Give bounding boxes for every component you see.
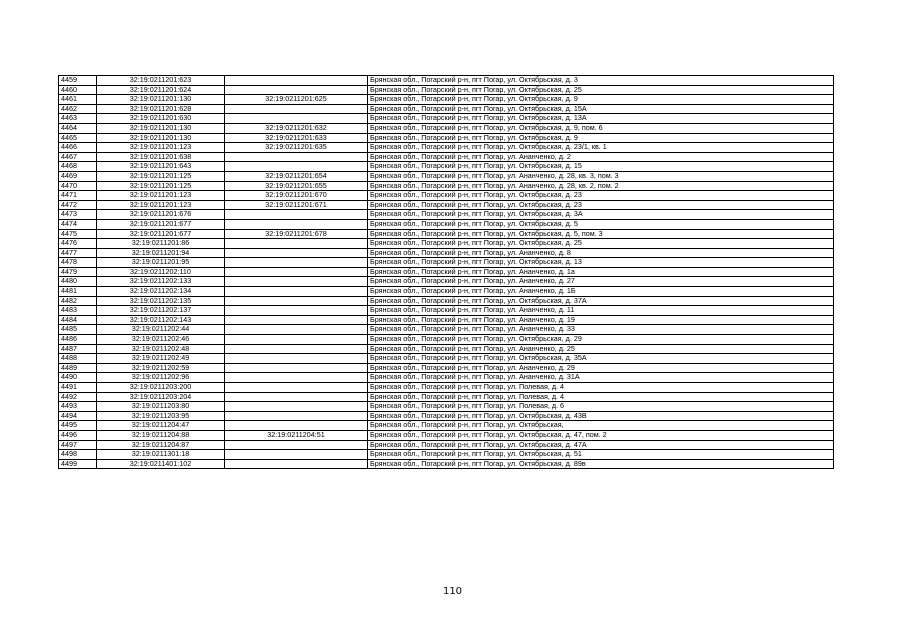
table-row [59, 123, 834, 133]
cadastral-number-cell: 32:19:0211204:47 [97, 421, 225, 431]
cadastral-number-cell: 32:19:0211203:204 [97, 392, 225, 402]
table-row [59, 344, 834, 354]
object-number-cell: 32:19:0211201:632 [225, 123, 368, 133]
row-number-cell: 4480 [59, 277, 97, 287]
row-number-cell: 4483 [59, 306, 97, 316]
object-number-cell [225, 402, 368, 412]
address-cell: Брянская обл., Погарский р-н, пгт Погар, ул. Ананченко, д. 1а [368, 267, 834, 277]
address-cell: Брянская обл., Погарский р-н, пгт Погар, ул. Ананченко, д. 25 [368, 344, 834, 354]
table-row [59, 373, 834, 383]
cadastral-number-cell: 32:19:0211201:95 [97, 258, 225, 268]
object-number-cell [225, 459, 368, 469]
cadastral-number-cell: 32:19:0211202:134 [97, 287, 225, 297]
address-cell: Брянская обл., Погарский р-н, пгт Погар, ул. Ананченко, д. 11 [368, 306, 834, 316]
address-cell: Брянская обл., Погарский р-н, пгт Погар, ул. Ананченко, д. 27 [368, 277, 834, 287]
object-number-cell [225, 335, 368, 345]
address-cell: Брянская обл., Погарский р-н, пгт Погар, ул. Ананченко, д. 28, кв. 2, пом. 2 [368, 181, 834, 191]
row-number-cell: 4481 [59, 287, 97, 297]
object-number-cell [225, 296, 368, 306]
object-number-cell [225, 219, 368, 229]
address-cell: Брянская обл., Погарский р-н, пгт Погар, ул. Октябрьская, д. 47, пом. 2 [368, 430, 834, 440]
table-row [59, 450, 834, 460]
object-number-cell [225, 421, 368, 431]
cadastral-number-cell: 32:19:0211201:86 [97, 239, 225, 249]
table-row [59, 258, 834, 268]
row-number-cell: 4486 [59, 335, 97, 345]
cadastral-number-cell: 32:19:0211201:677 [97, 219, 225, 229]
cadastral-number-cell: 32:19:0211201:123 [97, 191, 225, 201]
row-number-cell: 4474 [59, 219, 97, 229]
table-row [59, 152, 834, 162]
cadastral-number-cell: 32:19:0211203:95 [97, 411, 225, 421]
address-cell: Брянская обл., Погарский р-н, пгт Погар, ул. Ананченко, д. 2 [368, 152, 834, 162]
cadastral-number-cell: 32:19:0211201:677 [97, 229, 225, 239]
object-number-cell [225, 306, 368, 316]
address-cell: Брянская обл., Погарский р-н, пгт Погар, ул. Полевая, д. 4 [368, 383, 834, 393]
row-number-cell: 4459 [59, 76, 97, 86]
object-number-cell: 32:19:0211201:671 [225, 200, 368, 210]
object-number-cell: 32:19:0211201:654 [225, 171, 368, 181]
object-number-cell: 32:19:0211201:635 [225, 143, 368, 153]
object-number-cell: 32:19:0211201:670 [225, 191, 368, 201]
cadastral-number-cell: 32:19:0211202:137 [97, 306, 225, 316]
table-row [59, 171, 834, 181]
cadastral-number-cell: 32:19:0211202:59 [97, 363, 225, 373]
row-number-cell: 4491 [59, 383, 97, 393]
table-row [59, 325, 834, 335]
address-cell: Брянская обл., Погарский р-н, пгт Погар, ул. Октябрьская, д. 9, пом. 6 [368, 123, 834, 133]
cadastral-number-cell: 32:19:0211202:133 [97, 277, 225, 287]
object-number-cell [225, 363, 368, 373]
cadastral-number-cell: 32:19:0211201:624 [97, 85, 225, 95]
table-row [59, 315, 834, 325]
object-number-cell [225, 258, 368, 268]
row-number-cell: 4485 [59, 325, 97, 335]
page-number: 110 [442, 586, 463, 597]
row-number-cell: 4478 [59, 258, 97, 268]
address-cell: Брянская обл., Погарский р-н, пгт Погар, ул. Октябрьская, д. 43В [368, 411, 834, 421]
row-number-cell: 4463 [59, 114, 97, 124]
address-cell: Брянская обл., Погарский р-н, пгт Погар, ул. Ананченко, д. 19 [368, 315, 834, 325]
row-number-cell: 4477 [59, 248, 97, 258]
address-cell: Брянская обл., Погарский р-н, пгт Погар, ул. Ананченко, д. 8 [368, 248, 834, 258]
row-number-cell: 4470 [59, 181, 97, 191]
address-cell: Брянская обл., Погарский р-н, пгт Погар, ул. Октябрьская, д. 15 [368, 162, 834, 172]
object-number-cell: 32:19:0211204:51 [225, 430, 368, 440]
cadastral-number-cell: 32:19:0211301:18 [97, 450, 225, 460]
cadastral-register-table [58, 75, 834, 469]
row-number-cell: 4490 [59, 373, 97, 383]
address-cell: Брянская обл., Погарский р-н, пгт Погар, ул. Октябрьская, д. 3 [368, 76, 834, 86]
row-number-cell: 4499 [59, 459, 97, 469]
table-row [59, 335, 834, 345]
address-cell: Брянская обл., Погарский р-н, пгт Погар, ул. Октябрьская, д. 5, пом. 3 [368, 229, 834, 239]
object-number-cell [225, 248, 368, 258]
table-row [59, 114, 834, 124]
cadastral-number-cell: 32:19:0211201:643 [97, 162, 225, 172]
row-number-cell: 4488 [59, 354, 97, 364]
address-cell: Брянская обл., Погарский р-н, пгт Погар, ул. Октябрьская, д. 37А [368, 296, 834, 306]
object-number-cell [225, 104, 368, 114]
address-cell: Брянская обл., Погарский р-н, пгт Погар, ул. Ананченко, д. 29 [368, 363, 834, 373]
object-number-cell [225, 315, 368, 325]
cadastral-number-cell: 32:19:0211202:44 [97, 325, 225, 335]
cadastral-number-cell: 32:19:0211204:88 [97, 430, 225, 440]
address-cell: Брянская обл., Погарский р-н, пгт Погар, ул. Октябрьская, д. 9 [368, 133, 834, 143]
object-number-cell [225, 411, 368, 421]
row-number-cell: 4471 [59, 191, 97, 201]
address-cell: Брянская обл., Погарский р-н, пгт Погар, ул. Октябрьская, д. 9 [368, 95, 834, 105]
cadastral-number-cell: 32:19:0211204:87 [97, 440, 225, 450]
row-number-cell: 4496 [59, 430, 97, 440]
object-number-cell [225, 85, 368, 95]
object-number-cell [225, 450, 368, 460]
cadastral-number-cell: 32:19:0211201:130 [97, 123, 225, 133]
cadastral-number-cell: 32:19:0211201:94 [97, 248, 225, 258]
table-row [59, 440, 834, 450]
cadastral-number-cell: 32:19:0211201:123 [97, 143, 225, 153]
cadastral-number-cell: 32:19:0211202:46 [97, 335, 225, 345]
object-number-cell [225, 239, 368, 249]
object-number-cell [225, 344, 368, 354]
cadastral-number-cell: 32:19:0211201:123 [97, 200, 225, 210]
table-row [59, 191, 834, 201]
object-number-cell [225, 383, 368, 393]
row-number-cell: 4494 [59, 411, 97, 421]
object-number-cell [225, 277, 368, 287]
cadastral-number-cell: 32:19:0211202:96 [97, 373, 225, 383]
table-row [59, 143, 834, 153]
table-row [59, 383, 834, 393]
address-cell: Брянская обл., Погарский р-н, пгт Погар, ул. Октябрьская, д. 47А [368, 440, 834, 450]
object-number-cell [225, 373, 368, 383]
address-cell: Брянская обл., Погарский р-н, пгт Погар, ул. Октябрьская, д. 35А [368, 354, 834, 364]
cadastral-number-cell: 32:19:0211202:110 [97, 267, 225, 277]
object-number-cell [225, 440, 368, 450]
cadastral-number-cell: 32:19:0211201:628 [97, 104, 225, 114]
object-number-cell [225, 114, 368, 124]
table-row [59, 210, 834, 220]
table-row [59, 430, 834, 440]
cadastral-number-cell: 32:19:0211201:623 [97, 76, 225, 86]
cadastral-number-cell: 32:19:0211202:135 [97, 296, 225, 306]
table-row [59, 239, 834, 249]
cadastral-number-cell: 32:19:0211201:130 [97, 133, 225, 143]
table-row [59, 402, 834, 412]
cadastral-number-cell: 32:19:0211201:676 [97, 210, 225, 220]
cadastral-number-cell: 32:19:0211202:143 [97, 315, 225, 325]
row-number-cell: 4472 [59, 200, 97, 210]
row-number-cell: 4460 [59, 85, 97, 95]
address-cell: Брянская обл., Погарский р-н, пгт Погар, ул. Октябрьская, д. 23 [368, 200, 834, 210]
address-cell: Брянская обл., Погарский р-н, пгт Погар, ул. Ананченко, д. 33 [368, 325, 834, 335]
address-cell: Брянская обл., Погарский р-н, пгт Погар, ул. Полевая, д. 4 [368, 392, 834, 402]
row-number-cell: 4498 [59, 450, 97, 460]
object-number-cell: 32:19:0211201:625 [225, 95, 368, 105]
object-number-cell: 32:19:0211201:678 [225, 229, 368, 239]
address-cell: Брянская обл., Погарский р-н, пгт Погар, ул. Октябрьская, д. 51 [368, 450, 834, 460]
address-cell: Брянская обл., Погарский р-н, пгт Погар, ул. Ананченко, д. 28, кв. 3, пом. 3 [368, 171, 834, 181]
address-cell: Брянская обл., Погарский р-н, пгт Погар, ул. Октябрьская, д. 23/1, кв. 1 [368, 143, 834, 153]
cadastral-number-cell: 32:19:0211201:638 [97, 152, 225, 162]
table-row [59, 162, 834, 172]
table-row [59, 104, 834, 114]
table-row [59, 229, 834, 239]
row-number-cell: 4467 [59, 152, 97, 162]
row-number-cell: 4476 [59, 239, 97, 249]
cadastral-number-cell: 32:19:0211201:130 [97, 95, 225, 105]
row-number-cell: 4484 [59, 315, 97, 325]
object-number-cell: 32:19:0211201:633 [225, 133, 368, 143]
address-cell: Брянская обл., Погарский р-н, пгт Погар, ул. Октябрьская, д. 5 [368, 219, 834, 229]
address-cell: Брянская обл., Погарский р-н, пгт Погар, ул. Октябрьская, д. 13 [368, 258, 834, 268]
cadastral-number-cell: 32:19:0211401:102 [97, 459, 225, 469]
object-number-cell [225, 210, 368, 220]
table-row [59, 85, 834, 95]
cadastral-number-cell: 32:19:0211203:80 [97, 402, 225, 412]
row-number-cell: 4489 [59, 363, 97, 373]
row-number-cell: 4468 [59, 162, 97, 172]
row-number-cell: 4482 [59, 296, 97, 306]
table-row [59, 411, 834, 421]
address-cell: Брянская обл., Погарский р-н, пгт Погар, ул. Октябрьская, д. 15А [368, 104, 834, 114]
object-number-cell [225, 162, 368, 172]
address-cell: Брянская обл., Погарский р-н, пгт Погар, ул. Октябрьская, д. 25 [368, 85, 834, 95]
table-row [59, 133, 834, 143]
row-number-cell: 4469 [59, 171, 97, 181]
row-number-cell: 4475 [59, 229, 97, 239]
address-cell: Брянская обл., Погарский р-н, пгт Погар, ул. Октябрьская, д. 13А [368, 114, 834, 124]
address-cell: Брянская обл., Погарский р-н, пгт Погар, ул. Ананченко, д. 1Б [368, 287, 834, 297]
row-number-cell: 4495 [59, 421, 97, 431]
address-cell: Брянская обл., Погарский р-н, пгт Погар, ул. Ананченко, д. 31А [368, 373, 834, 383]
table-row [59, 421, 834, 431]
table-row [59, 459, 834, 469]
object-number-cell [225, 287, 368, 297]
table-row [59, 306, 834, 316]
table-row [59, 95, 834, 105]
row-number-cell: 4487 [59, 344, 97, 354]
table-row [59, 200, 834, 210]
cadastral-number-cell: 32:19:0211203:200 [97, 383, 225, 393]
address-cell: Брянская обл., Погарский р-н, пгт Погар, ул. Октябрьская, д. 25 [368, 239, 834, 249]
row-number-cell: 4497 [59, 440, 97, 450]
cadastral-number-cell: 32:19:0211201:125 [97, 181, 225, 191]
table-row [59, 219, 834, 229]
address-cell: Брянская обл., Погарский р-н, пгт Погар, ул. Октябрьская, [368, 421, 834, 431]
address-cell: Брянская обл., Погарский р-н, пгт Погар, ул. Октябрьская, д. 3А [368, 210, 834, 220]
object-number-cell [225, 354, 368, 364]
address-cell: Брянская обл., Погарский р-н, пгт Погар, ул. Октябрьская, д. 89в [368, 459, 834, 469]
row-number-cell: 4492 [59, 392, 97, 402]
object-number-cell [225, 392, 368, 402]
row-number-cell: 4464 [59, 123, 97, 133]
row-number-cell: 4473 [59, 210, 97, 220]
table-row [59, 181, 834, 191]
row-number-cell: 4465 [59, 133, 97, 143]
object-number-cell [225, 76, 368, 86]
object-number-cell: 32:19:0211201:655 [225, 181, 368, 191]
table-row [59, 267, 834, 277]
row-number-cell: 4466 [59, 143, 97, 153]
cadastral-number-cell: 32:19:0211201:125 [97, 171, 225, 181]
table-row [59, 363, 834, 373]
object-number-cell [225, 267, 368, 277]
address-cell: Брянская обл., Погарский р-н, пгт Погар, ул. Полевая, д. 6 [368, 402, 834, 412]
address-cell: Брянская обл., Погарский р-н, пгт Погар, ул. Октябрьская, д. 29 [368, 335, 834, 345]
cadastral-number-cell: 32:19:0211202:48 [97, 344, 225, 354]
register-table-body [59, 76, 834, 469]
table-row [59, 287, 834, 297]
table-row [59, 354, 834, 364]
row-number-cell: 4461 [59, 95, 97, 105]
table-row [59, 248, 834, 258]
row-number-cell: 4462 [59, 104, 97, 114]
table-row [59, 392, 834, 402]
cadastral-number-cell: 32:19:0211202:49 [97, 354, 225, 364]
table-row [59, 296, 834, 306]
object-number-cell [225, 325, 368, 335]
table-row [59, 76, 834, 86]
row-number-cell: 4493 [59, 402, 97, 412]
address-cell: Брянская обл., Погарский р-н, пгт Погар, ул. Октябрьская, д. 23 [368, 191, 834, 201]
row-number-cell: 4479 [59, 267, 97, 277]
cadastral-number-cell: 32:19:0211201:630 [97, 114, 225, 124]
object-number-cell [225, 152, 368, 162]
table-row [59, 277, 834, 287]
